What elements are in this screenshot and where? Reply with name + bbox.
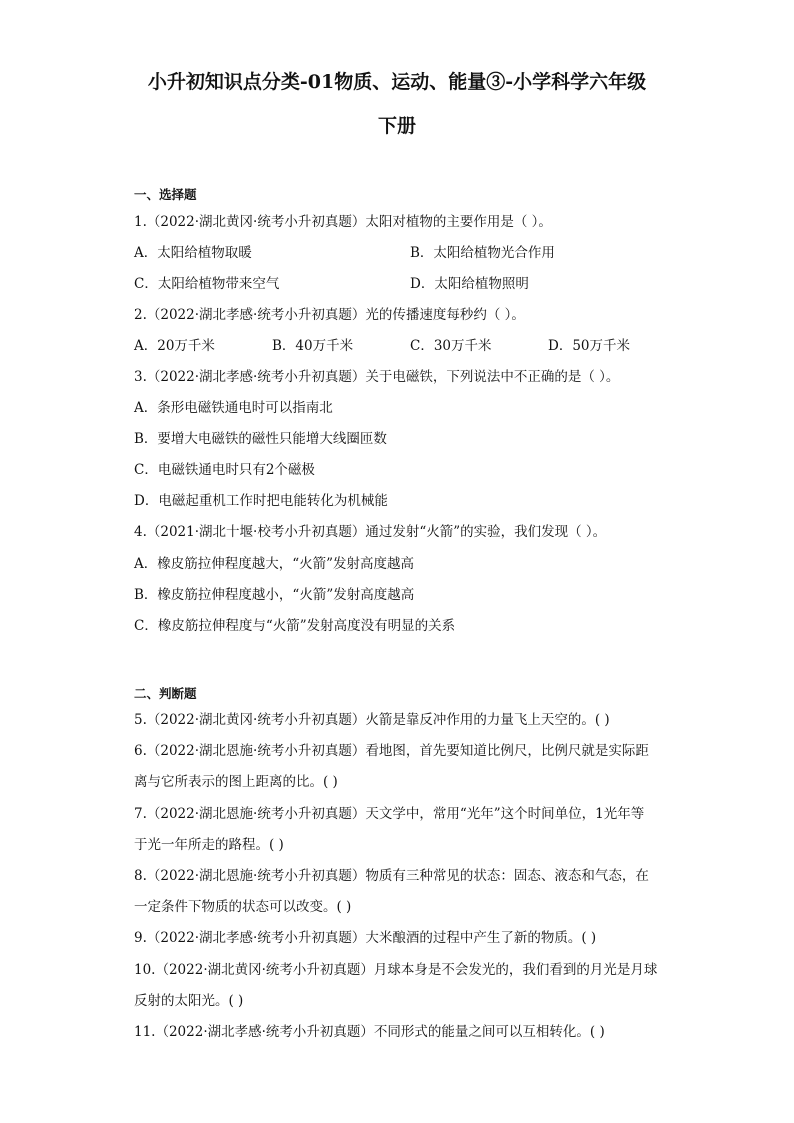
question-9: 9.（2022·湖北孝感·统考小升初真题）大米酿酒的过程中产生了新的物质。( ) xyxy=(134,930,597,946)
question-7-line-1: 7.（2022·湖北恩施·统考小升初真题）天文学中，常用“光年”这个时间单位，1光年等 xyxy=(134,806,645,822)
question-1-option-b: B．太阳给植物光合作用 xyxy=(410,245,555,261)
question-11: 11.（2022·湖北孝感·统考小升初真题）不同形式的能量之间可以互相转化。( ) xyxy=(134,1024,605,1040)
document-title-line-2: 下册 xyxy=(377,115,416,137)
document-title-line-1: 小升初知识点分类-01物质、运动、能量③-小学科学六年级 xyxy=(147,71,647,93)
question-1-option-d: D．太阳给植物照明 xyxy=(410,276,529,292)
section-heading-judgement: 二、判断题 xyxy=(134,686,197,701)
question-1-option-c: C．太阳给植物带来空气 xyxy=(134,276,280,292)
question-2-option-b: B．40万千米 xyxy=(272,338,354,354)
question-3-option-d: D．电磁起重机工作时把电能转化为机械能 xyxy=(134,493,388,509)
question-4-option-a: A．橡皮筋拉伸程度越大，“火箭”发射高度越高 xyxy=(134,556,415,572)
question-2-option-d: D．50万千米 xyxy=(548,338,631,354)
question-8-line-2: 一定条件下物质的状态可以改变。( ) xyxy=(134,899,352,915)
question-10-line-2: 反射的太阳光。( ) xyxy=(134,993,244,1009)
question-3-option-a: A．条形电磁铁通电时可以指南北 xyxy=(134,400,333,416)
question-2-option-c: C．30万千米 xyxy=(410,338,492,354)
section-heading-choice: 一、选择题 xyxy=(134,187,197,202)
question-7-line-2: 于光一年所走的路程。( ) xyxy=(134,837,284,853)
question-2-option-a: A．20万千米 xyxy=(134,338,215,354)
question-6-line-1: 6.（2022·湖北恩施·统考小升初真题）看地图，首先要知道比例尺，比例尺就是实际距 xyxy=(134,743,649,759)
question-3-stem: 3.（2022·湖北孝感·统考小升初真题）关于电磁铁，下列说法中不正确的是（ ）。 xyxy=(134,369,620,385)
question-2-stem: 2.（2022·湖北孝感·统考小升初真题）光的传播速度每秒约（ ）。 xyxy=(134,307,525,323)
question-4-option-c: C．橡皮筋拉伸程度与“火箭”发射高度没有明显的关系 xyxy=(134,618,456,634)
question-4-stem: 4.（2021·湖北十堰·校考小升初真题）通过发射“火箭”的实验，我们发现（ ）。 xyxy=(134,524,607,540)
question-8-line-1: 8.（2022·湖北恩施·统考小升初真题）物质有三种常见的状态：固态、液态和气态，在 xyxy=(134,868,649,884)
question-4-option-b: B．橡皮筋拉伸程度越小，“火箭”发射高度越高 xyxy=(134,587,415,603)
question-6-line-2: 离与它所表示的图上距离的比。( ) xyxy=(134,774,338,790)
question-1-stem: 1.（2022·湖北黄冈·统考小升初真题）太阳对植物的主要作用是（ ）。 xyxy=(134,214,552,230)
question-1-option-a: A．太阳给植物取暖 xyxy=(134,245,252,261)
question-3-option-b: B．要增大电磁铁的磁性只能增大线圈匝数 xyxy=(134,431,387,447)
question-5: 5.（2022·湖北黄冈·统考小升初真题）火箭是靠反冲作用的力量飞上天空的。( ) xyxy=(134,712,610,728)
question-3-option-c: C．电磁铁通电时只有2个磁极 xyxy=(134,462,315,478)
question-10-line-1: 10.（2022·湖北黄冈·统考小升初真题）月球本身是不会发光的，我们看到的月光是月球 xyxy=(134,962,658,978)
